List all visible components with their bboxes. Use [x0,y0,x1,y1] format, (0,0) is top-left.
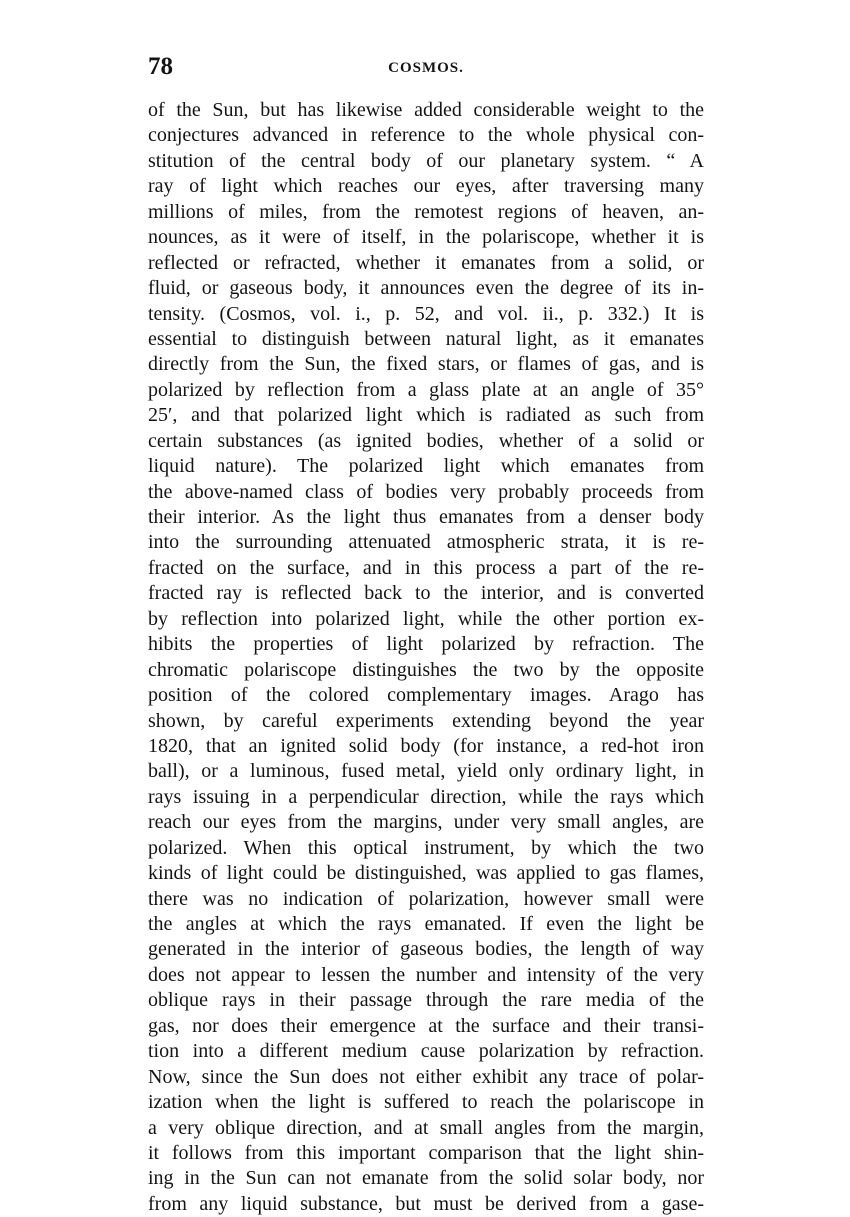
text-line: polarized. When this optical instrument, by which the two [148,836,704,859]
text-line: Now, since the Sun does not either exhibit any trace of polar- [148,1065,704,1088]
text-line: fracted on the surface, and in this process a part of the re- [148,556,704,579]
text-line: by reflection into polarized light, while the other portion ex- [148,607,704,630]
text-line: into the surrounding attenuated atmospheric strata, it is re- [148,531,704,554]
text-line: the above-named class of bodies very probably proceeds from [148,480,704,503]
text-line: gas, nor does their emergence at the surface and their transi- [148,1014,704,1037]
text-line: kinds of light could be distinguished, was applied to gas flames, [148,862,704,885]
text-line: it follows from this important comparison that the light shin- [148,1141,704,1164]
text-line: fracted ray is reflected back to the interior, and is converted [148,582,704,605]
text-line: 1820, that an ignited solid body (for instance, a red-hot iron [148,734,704,757]
text-line: liquid nature). The polarized light which emanates from [148,455,704,478]
text-line: shown, by careful experiments extending beyond the year [148,709,704,732]
text-line: rays issuing in a perpendicular direction, while the rays which [148,785,704,808]
text-line: ball), or a luminous, fused metal, yield only ordinary light, in [148,760,704,783]
text-line: millions of miles, from the remotest regions of heaven, an- [148,200,704,223]
text-line: their interior. As the light thus emanates from a denser body [148,506,704,528]
text-line: essential to distinguish between natural light, as it emanates [148,327,704,350]
text-line: conjectures advanced in reference to the whole physical con- [148,124,704,147]
running-head [148,52,704,82]
text-line: of the Sun, but has likewise added considerable weight to the [148,99,704,121]
text-line: nounces, as it were of itself, in the polariscope, whether it is [148,226,704,249]
text-line: tion into a different medium cause polarization by refraction. [148,1040,704,1063]
text-line: does not appear to lessen the number and intensity of the very [148,963,704,986]
text-line: certain substances (as ignited bodies, whether of a solid or [148,429,704,452]
text-line: tensity. (Cosmos, vol. i., p. 52, and vol. ii., p. 332.) It is [148,302,704,325]
text-line: directly from the Sun, the fixed stars, or flames of gas, and is [148,353,704,376]
text-line: chromatic polariscope distinguishes the two by the opposite [148,658,704,681]
running-title: COSMOS. [388,60,464,76]
text-line: ing in the Sun can not emanate from the solid solar body, nor [148,1167,704,1190]
page-number: 78 [148,53,173,80]
text-line: ray of light which reaches our eyes, after traversing many [148,175,704,198]
text-line: reflected or refracted, whether it emanates from a solid, or [148,251,704,274]
body-text [148,98,704,1217]
text-line: generated in the interior of gaseous bodies, the length of way [148,938,704,961]
text-line: stitution of the central body of our planetary system. “ A [148,149,704,172]
text-line: oblique rays in their passage through the rare media of the [148,989,704,1012]
text-line: there was no indication of polarization, however small were [148,887,704,910]
text-line: the angles at which the rays emanated. If even the light be [148,913,704,935]
text-line: polarized by reflection from a glass plate at an angle of 35° [148,378,704,401]
text-line: from any liquid substance, but must be derived from a gase- [148,1192,704,1215]
text-line: 25′, and that polarized light which is radiated as such from [148,404,704,427]
text-line: ization when the light is suffered to reach the polariscope in [148,1091,704,1114]
text-line: hibits the properties of light polarized by refraction. The [148,633,704,656]
text-line: fluid, or gaseous body, it announces even the degree of its in- [148,277,704,300]
text-line: reach our eyes from the margins, under very small angles, are [148,811,704,834]
text-line: a very oblique direction, and at small angles from the margin, [148,1116,704,1139]
text-line: position of the colored complementary images. Arago has [148,684,704,707]
